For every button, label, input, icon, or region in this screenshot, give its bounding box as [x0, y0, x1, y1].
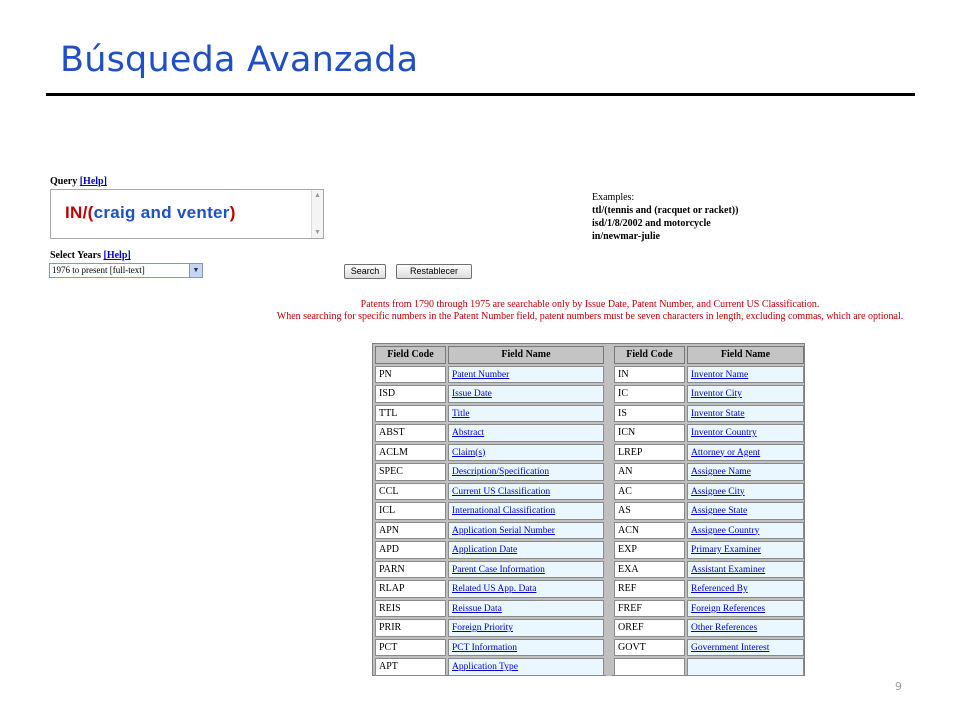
table-divider: [606, 580, 612, 598]
field-name-cell-link[interactable]: Foreign Priority: [452, 623, 513, 633]
field-name-cell: [448, 444, 604, 462]
table-divider: [606, 639, 612, 657]
field-name-cell-link[interactable]: Other References: [691, 623, 758, 633]
field-code-cell: PN: [375, 366, 446, 384]
field-code-cell: ICL: [375, 502, 446, 520]
field-code-cell: ACN: [614, 522, 685, 540]
scroll-down-arrow-icon[interactable]: ▼: [314, 228, 321, 236]
reset-button[interactable]: Restablecer: [396, 264, 472, 279]
field-name-cell-link[interactable]: Assignee Country: [691, 525, 760, 536]
field-name-cell: [448, 483, 604, 501]
field-code-cell: [614, 658, 685, 676]
field-name-cell-link[interactable]: Inventor Country: [691, 428, 757, 438]
field-name-cell: [687, 463, 804, 481]
table-divider: [606, 346, 612, 364]
field-code-cell: IC: [614, 385, 685, 403]
field-code-cell: FREF: [614, 600, 685, 618]
query-value-field: IN/: [65, 203, 88, 222]
query-help-link[interactable]: [Help]: [79, 176, 107, 187]
field-code-cell: SPEC: [375, 463, 446, 481]
field-name-cell-link[interactable]: Claim(s): [452, 447, 486, 458]
field-code-cell: GOVT: [614, 639, 685, 657]
query-label-text: Query: [50, 176, 78, 187]
field-name-cell: [687, 561, 804, 579]
field-name-cell-link[interactable]: Inventor State: [691, 408, 745, 419]
field-code-cell: APT: [375, 658, 446, 676]
field-name-cell: [448, 366, 604, 384]
example-item: isd/1/8/2002 and motorcycle: [592, 218, 711, 229]
table-divider: [606, 502, 612, 520]
field-name-cell: [687, 483, 804, 501]
field-name-cell-link[interactable]: Assistant Examiner: [691, 564, 766, 575]
field-name-cell-link[interactable]: Foreign References: [691, 603, 766, 614]
field-name-cell: [687, 502, 804, 520]
field-code-cell: ABST: [375, 424, 446, 442]
field-name-cell: [448, 639, 604, 657]
query-label: [50, 176, 107, 187]
field-name-cell: [687, 600, 804, 618]
field-name-cell: [687, 366, 804, 384]
search-notice: [250, 299, 930, 323]
table-divider: [606, 483, 612, 501]
query-textarea[interactable]: [50, 189, 324, 239]
slide-title: Búsqueda Avanzada: [60, 40, 419, 80]
header-field-name: Field Name: [687, 346, 804, 364]
query-scrollbar[interactable]: [311, 190, 323, 238]
field-code-cell: AC: [614, 483, 685, 501]
field-name-cell-link[interactable]: Inventor Name: [691, 369, 749, 380]
field-code-cell: EXA: [614, 561, 685, 579]
field-code-cell: PRIR: [375, 619, 446, 637]
field-code-cell: EXP: [614, 541, 685, 559]
table-divider: [606, 522, 612, 540]
table-divider: [606, 385, 612, 403]
query-value-close-paren: ): [229, 203, 236, 222]
table-divider: [606, 405, 612, 423]
field-name-cell: [448, 502, 604, 520]
field-name-cell-link[interactable]: Related US App. Data: [452, 584, 537, 594]
field-name-cell-link[interactable]: Primary Examiner: [691, 545, 761, 555]
field-name-cell: [687, 619, 804, 637]
years-help-link[interactable]: [Help]: [103, 250, 131, 261]
table-divider: [606, 444, 612, 462]
example-item: in/newmar-julie: [592, 231, 660, 242]
field-name-cell: [687, 444, 804, 462]
field-name-cell-link[interactable]: Reissue Data: [452, 603, 502, 614]
table-divider: [606, 424, 612, 442]
field-code-cell: PCT: [375, 639, 446, 657]
field-name-cell-link[interactable]: Abstract: [452, 428, 485, 438]
field-name-cell-link[interactable]: Patent Number: [452, 369, 510, 380]
field-code-cell: CCL: [375, 483, 446, 501]
field-name-cell: [448, 522, 604, 540]
header-field-code: Field Code: [614, 346, 685, 364]
field-name-cell-link[interactable]: Application Type: [452, 662, 518, 672]
query-value-open-paren: (: [87, 203, 94, 222]
scroll-up-arrow-icon[interactable]: ▲: [314, 191, 321, 199]
table-divider: [606, 366, 612, 384]
years-label: [50, 250, 131, 261]
field-code-grid: [375, 346, 804, 676]
field-name-cell-link[interactable]: Title: [452, 408, 470, 419]
field-name-cell-link[interactable]: Assignee State: [691, 506, 748, 516]
years-select[interactable]: [49, 263, 203, 278]
field-name-cell: [448, 561, 604, 579]
field-name-cell: [687, 580, 804, 598]
table-divider: [606, 600, 612, 618]
field-name-cell-link[interactable]: PCT Information: [452, 642, 518, 653]
table-divider: [606, 658, 612, 676]
example-item: ttl/(tennis and (racquet or racket)): [592, 205, 739, 216]
table-divider: [606, 463, 612, 481]
field-name-cell: [448, 541, 604, 559]
field-code-cell: LREP: [614, 444, 685, 462]
field-name-cell: [448, 385, 604, 403]
field-name-cell-link[interactable]: Attorney or Agent: [691, 447, 761, 458]
field-code-cell: APN: [375, 522, 446, 540]
field-name-cell-link[interactable]: Government Interest: [691, 642, 770, 653]
query-value: [65, 203, 236, 223]
field-name-cell: [448, 580, 604, 598]
examples-title: Examples:: [592, 192, 635, 203]
chevron-down-icon[interactable]: ▼: [189, 264, 202, 277]
field-code-cell: REIS: [375, 600, 446, 618]
field-name-cell: [448, 463, 604, 481]
field-code-cell: IS: [614, 405, 685, 423]
field-code-cell: ICN: [614, 424, 685, 442]
field-name-cell: [687, 639, 804, 657]
years-label-text: Select Years: [50, 250, 101, 261]
field-name-cell: [448, 424, 604, 442]
field-name-cell: [687, 658, 804, 676]
field-name-cell-link[interactable]: Referenced By: [691, 584, 748, 594]
field-name-cell-link[interactable]: Inventor City: [691, 389, 742, 399]
field-code-cell: APD: [375, 541, 446, 559]
field-code-cell: REF: [614, 580, 685, 598]
field-code-cell: ISD: [375, 385, 446, 403]
field-code-cell: IN: [614, 366, 685, 384]
header-field-name: Field Name: [448, 346, 604, 364]
notice-line-2: When searching for specific numbers in the Patent Number field, patent numbers must be seven characters in length, excluding commas, which are optional.: [276, 311, 904, 322]
title-underline: [46, 93, 915, 96]
notice-line-1: Patents from 1790 through 1975 are searchable only by Issue Date, Patent Number, and Current US Classification.: [360, 299, 820, 310]
examples-panel: [592, 191, 738, 243]
field-name-cell-link[interactable]: International Classification: [452, 506, 556, 516]
field-code-cell: RLAP: [375, 580, 446, 598]
field-name-cell: [448, 405, 604, 423]
field-name-cell: [448, 619, 604, 637]
field-name-cell-link[interactable]: Description/Specification: [452, 467, 550, 477]
field-name-cell-link[interactable]: Application Serial Number: [452, 525, 555, 536]
field-code-cell: OREF: [614, 619, 685, 637]
field-code-cell: PARN: [375, 561, 446, 579]
query-value-terms: craig and venter: [93, 203, 230, 222]
field-name-cell-link[interactable]: Issue Date: [452, 389, 492, 399]
years-selected-value: 1976 to present [full-text]: [52, 265, 145, 275]
table-divider: [606, 619, 612, 637]
field-code-table: [372, 343, 805, 676]
table-divider: [606, 541, 612, 559]
field-name-cell: [448, 658, 604, 676]
field-name-cell: [687, 424, 804, 442]
field-name-cell: [687, 541, 804, 559]
field-name-cell: [687, 405, 804, 423]
field-code-cell: ACLM: [375, 444, 446, 462]
header-field-code: Field Code: [375, 346, 446, 364]
field-name-cell: [687, 522, 804, 540]
page-number: 9: [895, 680, 902, 693]
field-name-cell: [448, 600, 604, 618]
search-button[interactable]: Search: [344, 264, 386, 279]
table-divider: [606, 561, 612, 579]
field-name-cell-link[interactable]: Current US Classification: [452, 486, 551, 497]
field-code-cell: AN: [614, 463, 685, 481]
field-name-cell-link[interactable]: Application Date: [452, 545, 518, 555]
field-name-cell-link[interactable]: Assignee Name: [691, 467, 751, 477]
field-code-cell: TTL: [375, 405, 446, 423]
field-name-cell-link[interactable]: Assignee City: [691, 486, 745, 497]
field-name-cell-link[interactable]: Parent Case Information: [452, 564, 545, 575]
field-code-cell: AS: [614, 502, 685, 520]
field-name-cell: [687, 385, 804, 403]
